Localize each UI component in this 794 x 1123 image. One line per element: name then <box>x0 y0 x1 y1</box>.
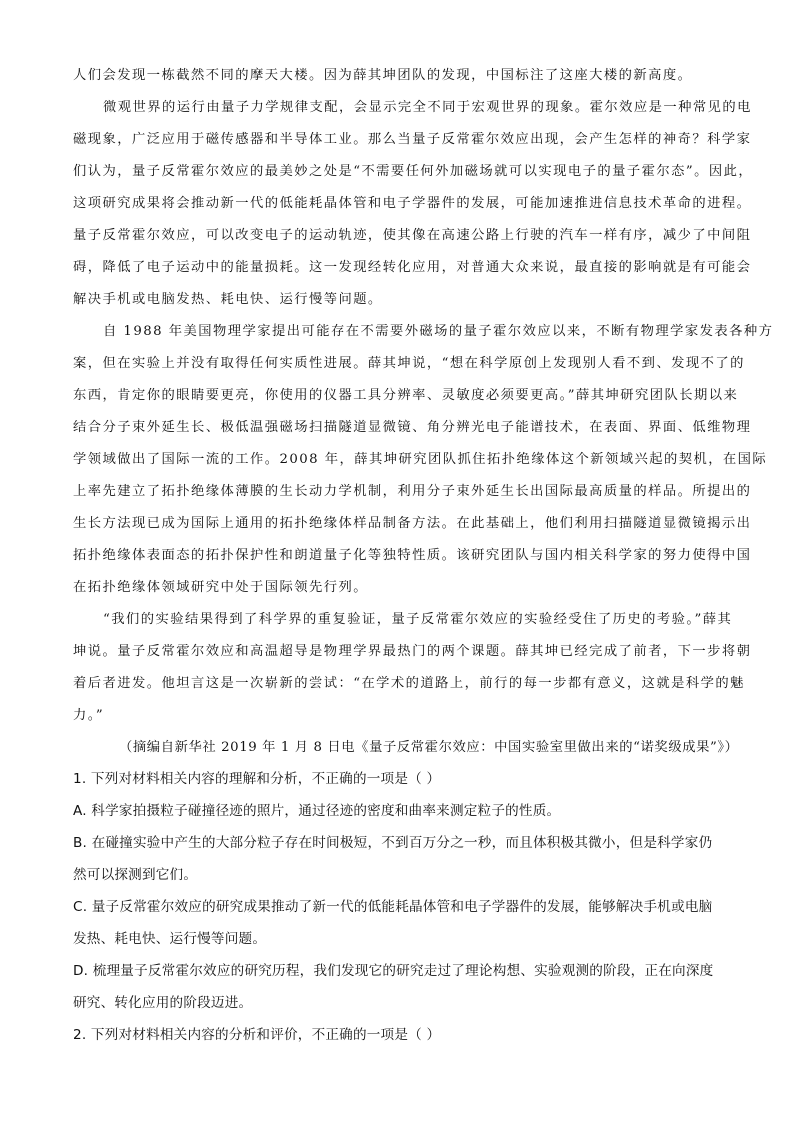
article-paragraph-line: 解决手机或电脑发热、耗电快、运行慢等问题。 <box>73 292 383 307</box>
article-paragraph-line: 自 1988 年美国物理学家提出可能存在不需要外磁场的量子霍尔效应以来，不断有物理学家发表各种方 <box>103 324 774 339</box>
article-paragraph-line: 东西，肯定你的眼睛要更亮，你使用的仪器工具分辨率、灵敏度必须要更高。”薛其坤研究团队长期以来 <box>73 388 739 403</box>
question-1-option-c-cont: 发热、耗电快、运行慢等问题。 <box>73 931 267 947</box>
question-1-stem: 1. 下列对材料相关内容的理解和分析，不正确的一项是（ ） <box>73 771 441 787</box>
article-paragraph-line: 力。” <box>73 708 105 723</box>
question-1-option-b: B. 在碰撞实验中产生的大部分粒子存在时间极短，不到百万分之一秒，而且体积极其微小，但是科学家仍 <box>73 835 713 851</box>
article-paragraph-line: 这项研究成果将会推动新一代的低能耗晶体管和电子学器件的发展，可能加速推进信息技术革命的进程。 <box>73 196 752 211</box>
article-paragraph-line: 们认为，量子反常霍尔效应的最美妙之处是“不需要任何外加磁场就可以实现电子的量子霍尔态”。因此， <box>73 164 754 179</box>
article-paragraph-line: “我们的实验结果得到了科学界的重复验证，量子反常霍尔效应的实验经受住了历史的考验。”薛其 <box>103 612 733 627</box>
question-1-option-d: D. 梳理量子反常霍尔效应的研究历程，我们发现它的研究走过了理论构想、实验观测的阶段，正在向深度 <box>73 963 714 979</box>
article-paragraph-line: 拓扑绝缘体表面态的拓扑保护性和朗道量子化等独特性质。该研究团队与国内相关科学家的努力使得中国 <box>73 548 752 563</box>
question-1-option-b-cont: 然可以探测到它们。 <box>73 867 198 883</box>
article-paragraph-line: 磁现象，广泛应用于磁传感器和半导体工业。那么当量子反常霍尔效应出现，会产生怎样的神奇？科学家 <box>73 132 752 147</box>
article-paragraph-line: 碍，降低了电子运动中的能量损耗。这一发现经转化应用，对普通大众来说，最直接的影响就是有可能会 <box>73 260 752 275</box>
article-paragraph-line: 案，但在实验上并没有取得任何实质性进展。薛其坤说，“想在科学原创上发现别人看不到、发现不了的 <box>73 356 745 371</box>
article-paragraph-line: 在拓扑绝缘体领域研究中处于国际领先行列。 <box>73 580 368 595</box>
article-paragraph-line: 结合分子束外延生长、极低温强磁场扫描隧道显微镜、角分辨光电子能谱技术，在表面、界面、低维物理 <box>73 420 752 435</box>
article-paragraph-line: 人们会发现一栋截然不同的摩天大楼。因为薛其坤团队的发现，中国标注了这座大楼的新高度。 <box>73 68 693 83</box>
question-2-stem: 2. 下列对材料相关内容的分析和评价，不正确的一项是（ ） <box>73 1027 441 1043</box>
article-paragraph-line: 量子反常霍尔效应，可以改变电子的运动轨迹，使其像在高速公路上行驶的汽车一样有序，减少了中间阻 <box>73 228 752 243</box>
question-1-option-c: C. 量子反常霍尔效应的研究成果推动了新一代的低能耗晶体管和电子学器件的发展，能够解决手机或电脑 <box>73 899 713 915</box>
article-paragraph-line: 上率先建立了拓扑绝缘体薄膜的生长动力学机制，利用分子束外延生长出国际最高质量的样品。所提出的 <box>73 484 752 499</box>
question-1-option-d-cont: 研究、转化应用的阶段迈进。 <box>73 995 253 1011</box>
article-paragraph-line: 微观世界的运行由量子力学规律支配，会显示完全不同于宏观世界的现象。霍尔效应是一种常见的电 <box>103 100 752 115</box>
article-paragraph-line: 坤说。量子反常霍尔效应和高温超导是物理学界最热门的两个课题。薛其坤已经完成了前者，下一步将朝 <box>73 644 752 659</box>
question-1-option-a: A. 科学家拍摄粒子碰撞径迹的照片，通过径迹的密度和曲率来测定粒子的性质。 <box>73 803 561 819</box>
article-source: （摘编自新华社 2019 年 1 月 8 日电《量子反常霍尔效应：中国实验室里做出来的“诺奖级成果”》） <box>119 740 739 755</box>
article-paragraph-line: 着后者进发。他坦言这是一次崭新的尝试：“在学术的道路上，前行的每一步都有意义，这就是科学的魅 <box>73 676 745 691</box>
article-paragraph-line: 学领域做出了国际一流的工作。2008 年，薛其坤研究团队抓住拓扑绝缘体这个新领域兴起的契机，在国际 <box>73 452 768 467</box>
article-paragraph-line: 生长方法现已成为国际上通用的拓扑绝缘体样品制备方法。在此基础上，他们利用扫描隧道显微镜揭示出 <box>73 516 752 531</box>
